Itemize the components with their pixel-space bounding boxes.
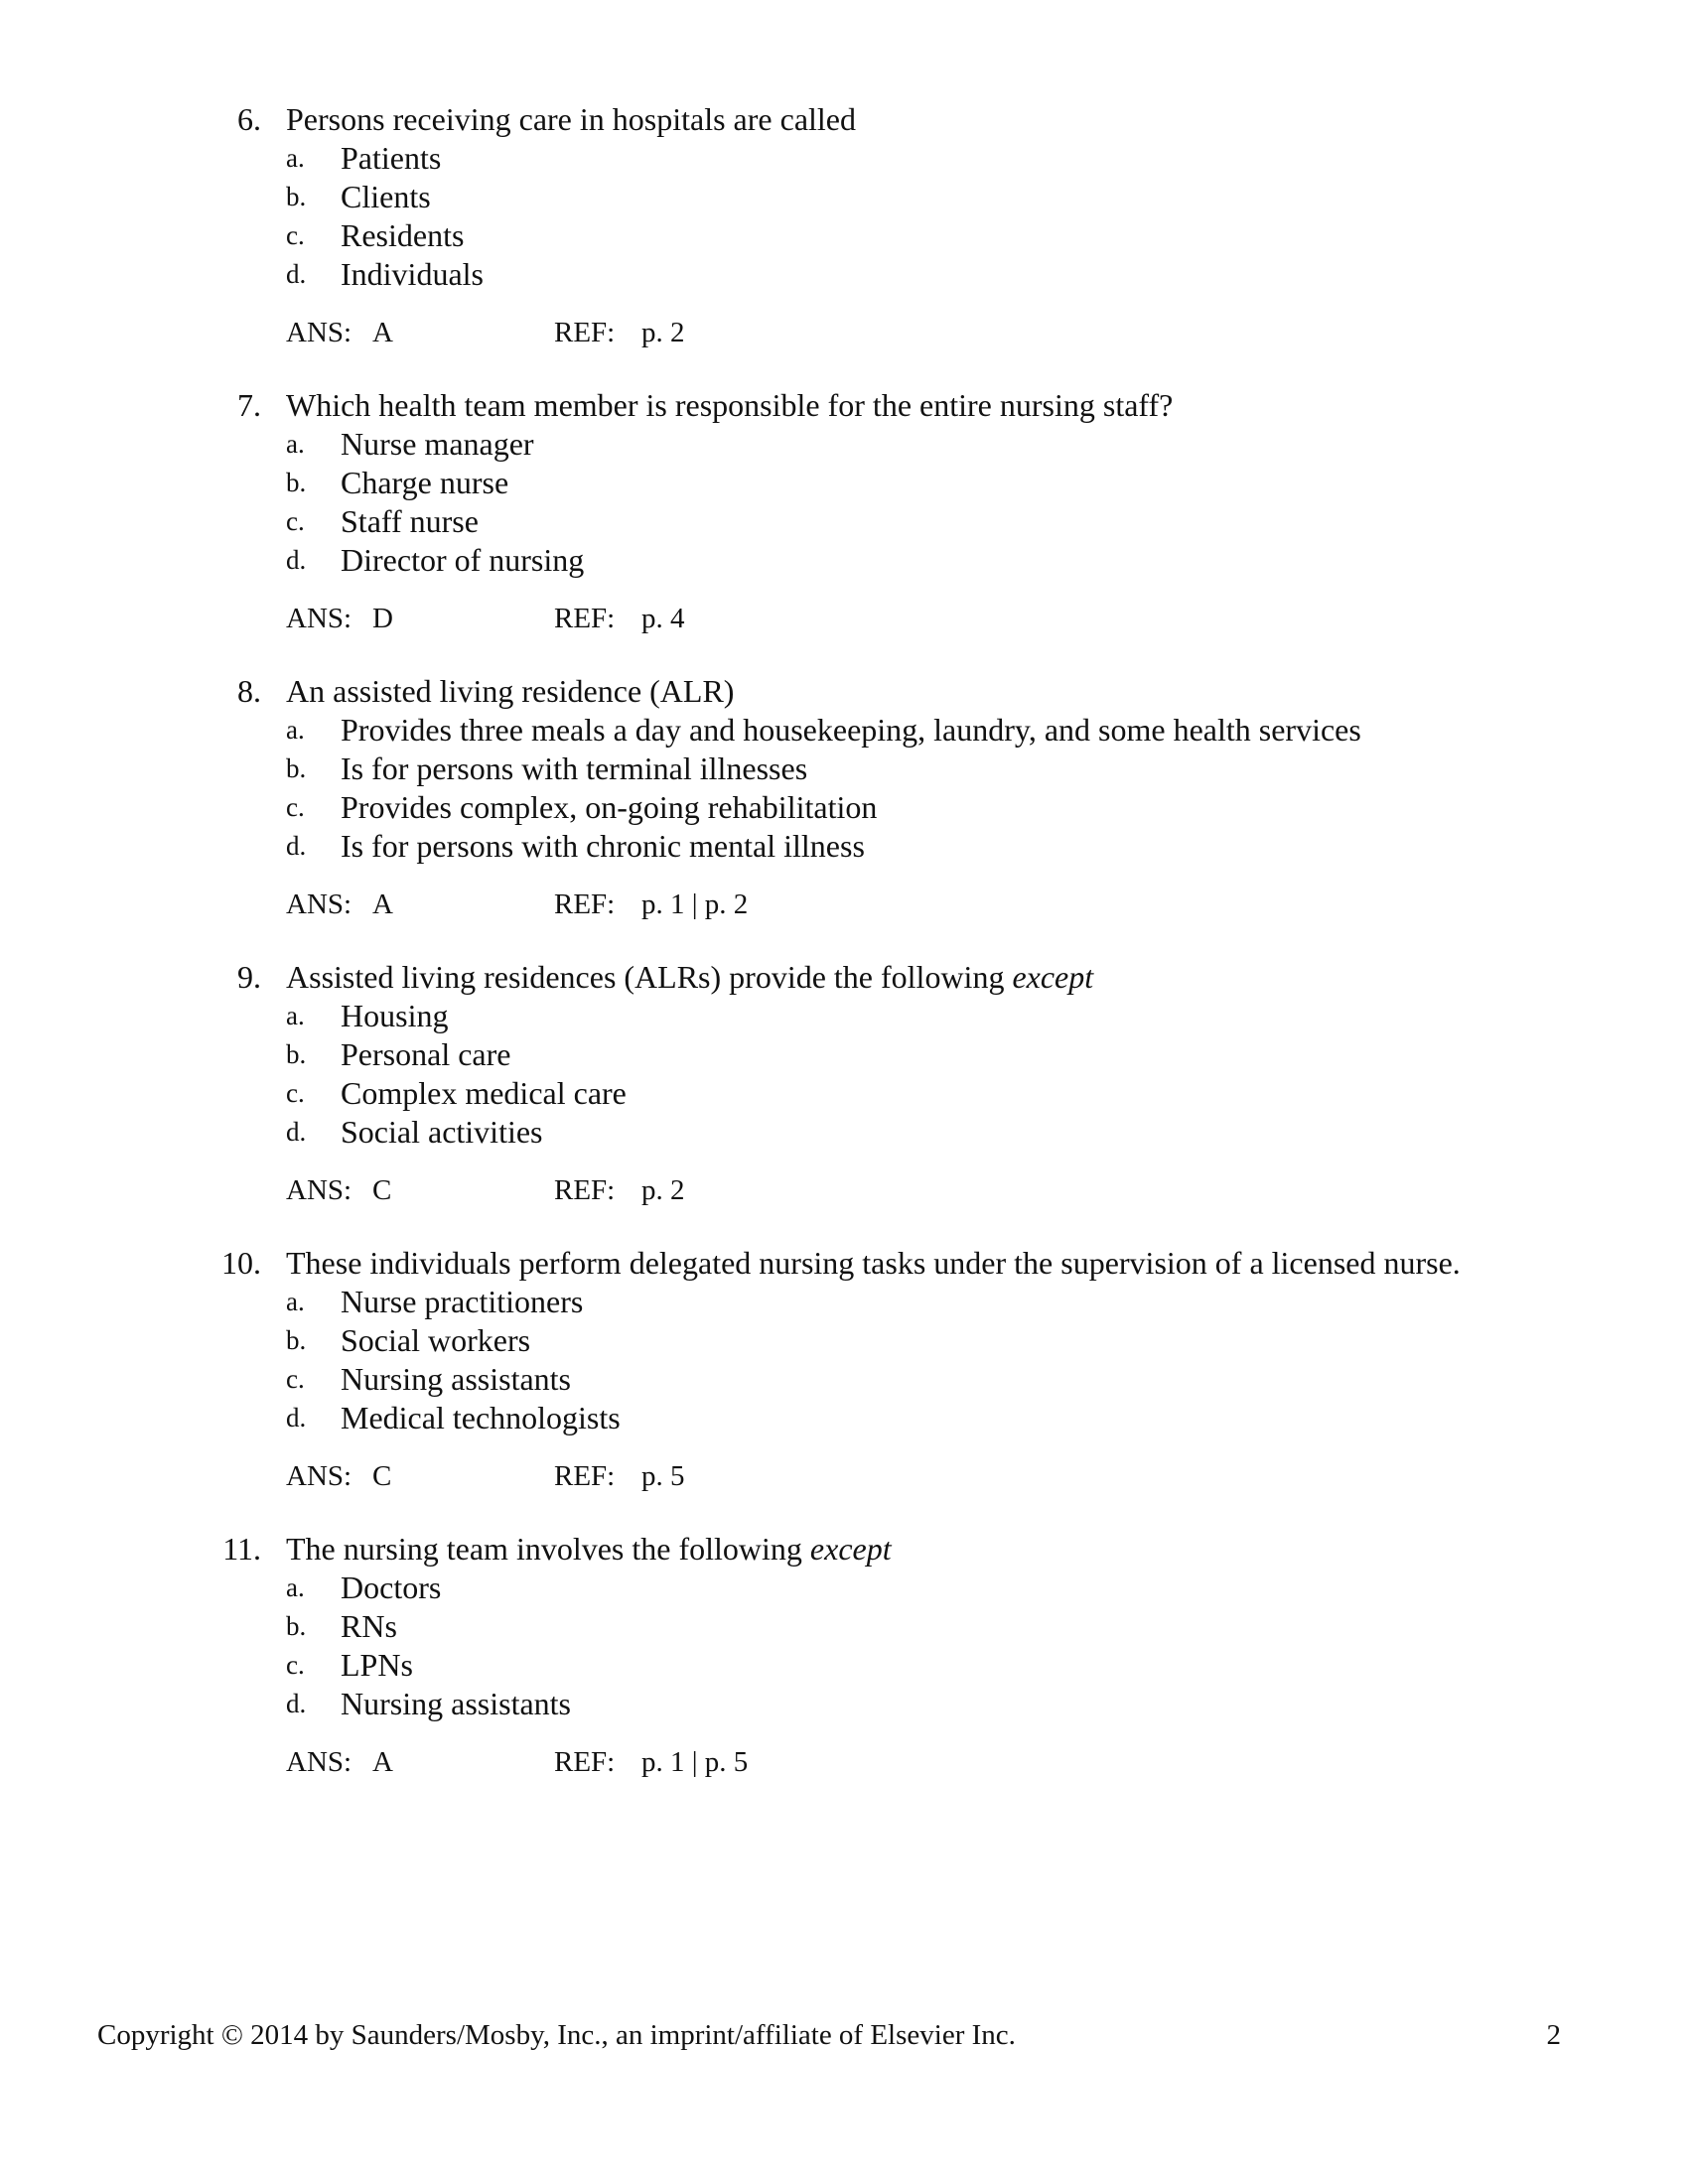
question-number: 8.: [237, 673, 261, 709]
answer-row: ANS: C REF: p. 2: [0, 1171, 1688, 1210]
question-number: 11.: [222, 1531, 261, 1567]
option-a: a. Doctors: [286, 1570, 442, 1605]
question-7: [0, 386, 1688, 638]
copyright-notice: Copyright © 2014 by Saunders/Mosby, Inc., an imprint/affiliate of Elsevier Inc.: [97, 2019, 1016, 2051]
answer-row: ANS: D REF: p. 4: [0, 600, 1688, 638]
answer-value: A: [372, 317, 393, 348]
option-c: c. Nursing assistants: [286, 1361, 571, 1397]
option-a: a. Patients: [286, 140, 442, 176]
question-8: [0, 672, 1688, 924]
question-stem: Persons receiving care in hospitals are called: [286, 101, 856, 137]
reference-value: p. 2: [641, 317, 685, 348]
option-b: b. Clients: [286, 179, 431, 214]
option-c: c. Staff nurse: [286, 503, 479, 539]
option-d: d. Social activities: [286, 1114, 543, 1150]
option-d: d. Medical technologists: [286, 1400, 621, 1435]
option-c: c. LPNs: [286, 1647, 413, 1683]
question-number: 9.: [237, 959, 261, 995]
option-a: a. Housing: [286, 998, 449, 1033]
option-b: b. Social workers: [286, 1322, 531, 1358]
option-d: d. Director of nursing: [286, 542, 585, 578]
option-b: b. RNs: [286, 1608, 397, 1644]
question-6: [0, 100, 1688, 352]
answer-value: D: [372, 603, 393, 634]
reference-value: p. 5: [641, 1460, 685, 1492]
reference-value: p. 4: [641, 603, 685, 634]
option-a: a. Provides three meals a day and housekeeping, laundry, and some health services: [286, 712, 1361, 748]
reference-value: p. 1 | p. 5: [641, 1746, 749, 1778]
option-b: b. Charge nurse: [286, 465, 509, 500]
option-b: b. Personal care: [286, 1036, 511, 1072]
question-number: 6.: [237, 101, 261, 137]
question-stem: Assisted living residences (ALRs) provide the following except: [286, 959, 1094, 995]
page-number: 2: [1546, 2019, 1561, 2051]
answer-row: ANS: A REF: p. 2: [0, 314, 1688, 352]
reference-value: p. 1 | p. 2: [641, 888, 749, 920]
answer-row: ANS: A REF: p. 1 | p. 2: [0, 886, 1688, 924]
answer-value: C: [372, 1460, 392, 1492]
reference-value: p. 2: [641, 1174, 685, 1206]
option-a: a. Nurse manager: [286, 426, 534, 462]
page-footer: [0, 2015, 1688, 2055]
option-d: d. Individuals: [286, 256, 484, 292]
option-c: c. Residents: [286, 217, 465, 253]
answer-value: A: [372, 888, 393, 920]
question-stem: The nursing team involves the following except: [286, 1531, 892, 1567]
option-b: b. Is for persons with terminal illnesses: [286, 751, 808, 786]
answer-row: ANS: C REF: p. 5: [0, 1457, 1688, 1496]
question-9: [0, 958, 1688, 1210]
option-a: a. Nurse practitioners: [286, 1284, 584, 1319]
question-stem: These individuals perform delegated nursing tasks under the supervision of a licensed nurse.: [286, 1245, 1461, 1281]
option-c: c. Complex medical care: [286, 1075, 627, 1111]
answer-value: A: [372, 1746, 393, 1778]
question-stem: Which health team member is responsible for the entire nursing staff?: [286, 387, 1174, 423]
question-stem: An assisted living residence (ALR): [286, 673, 735, 709]
question-11: [0, 1530, 1688, 1782]
question-number: 7.: [237, 387, 261, 423]
answer-row: ANS: A REF: p. 1 | p. 5: [0, 1743, 1688, 1782]
question-number: 10.: [221, 1245, 261, 1281]
answer-value: C: [372, 1174, 392, 1206]
option-d: d. Nursing assistants: [286, 1686, 571, 1721]
option-d: d. Is for persons with chronic mental illness: [286, 828, 865, 864]
option-c: c. Provides complex, on-going rehabilitation: [286, 789, 878, 825]
question-10: [0, 1244, 1688, 1496]
